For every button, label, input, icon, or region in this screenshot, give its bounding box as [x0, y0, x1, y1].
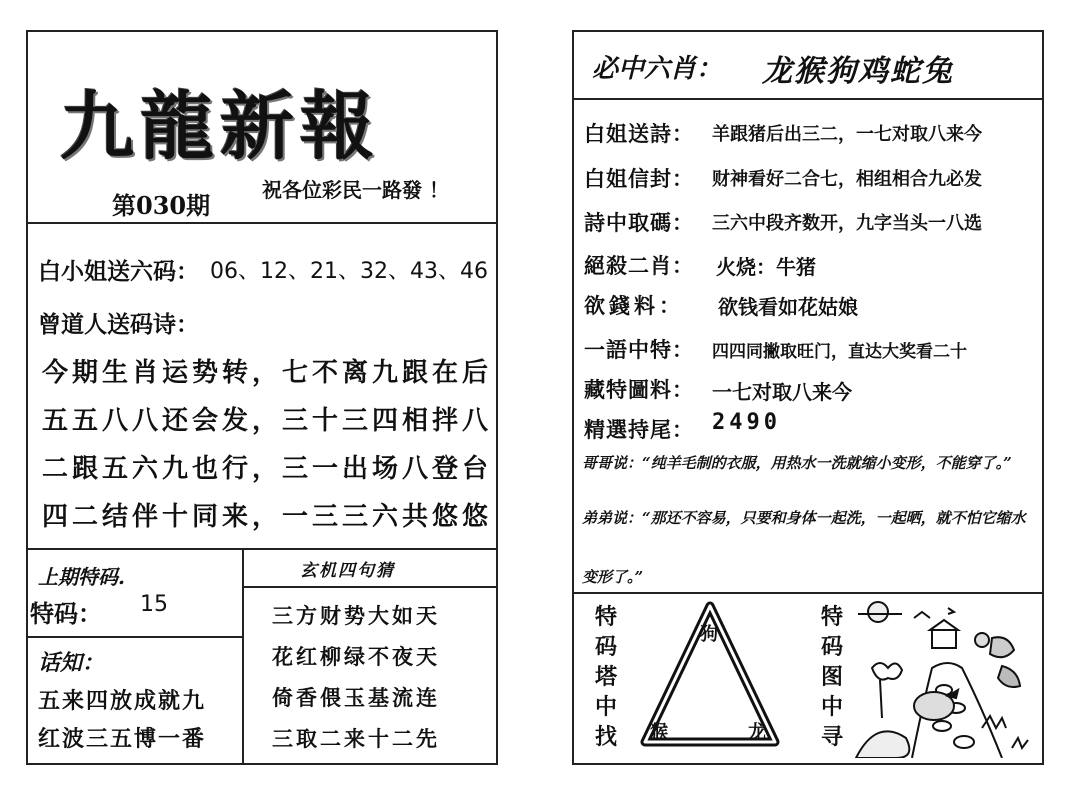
- greeting-text: 祝各位彩民一路發 ！: [262, 178, 449, 202]
- riddle-line: 三取二来十二先: [272, 726, 440, 751]
- row-label: 一語中特：: [584, 337, 694, 362]
- masthead-title: 九龍新報: [60, 84, 380, 170]
- six-zodiac-value: 龙猴狗鸡蛇兔: [762, 54, 954, 89]
- row-label: 欲錢料：: [584, 293, 684, 318]
- tower-top-zodiac: 狗: [700, 624, 718, 645]
- row-value: 羊跟猪后出三二，一七对取八来今: [712, 124, 982, 145]
- riddle-line: 倚香偎玉基流连: [272, 685, 440, 710]
- poem-line: 五五八八还会发，三十三四相拌八: [42, 406, 493, 436]
- riddle-illustration: [852, 598, 1036, 758]
- poem-bottom-divider: [28, 548, 498, 550]
- riddle-title-divider: [242, 586, 498, 588]
- tower-left-zodiac: 猴: [650, 722, 668, 743]
- special-code-label: 特码：: [30, 599, 102, 628]
- brother-dialogue: 哥哥说：“纯羊毛制的衣服，用热水一洗就缩小变形，不能穿了。”: [582, 454, 1012, 472]
- six-zodiac-label: 必中六肖：: [592, 54, 723, 84]
- zodiac-divider: [574, 98, 1044, 100]
- row-value: 三六中段齐数开，九字当头一八选: [712, 213, 982, 234]
- row-value: 财神看好二合七，相组相合九必发: [712, 169, 982, 190]
- row-label: 白姐信封：: [584, 166, 694, 191]
- six-codes-value: 06、12、21、32、43、46: [210, 259, 488, 284]
- riddle-line: 花红柳绿不夜天: [272, 644, 440, 669]
- row-label: 精選持尾：: [584, 417, 694, 442]
- row-value: 一七对取八来今: [712, 380, 852, 404]
- saying-line: 红波三五博一番: [38, 726, 207, 752]
- riddle-title: 玄机四句猜: [300, 561, 395, 581]
- row-label: 詩中取碼：: [584, 210, 694, 235]
- bottom-section-divider: [574, 592, 1044, 594]
- row-label: 白姐送詩：: [584, 121, 694, 146]
- row-label: 絕殺二肖：: [584, 253, 694, 278]
- six-codes-label: 白小姐送六码：: [38, 258, 199, 285]
- poem-line: 二跟五六九也行，三一出场八登台: [42, 454, 493, 484]
- row-value: 火烧：牛猪: [716, 255, 816, 279]
- saying-label: 话知：: [38, 650, 105, 676]
- riddle-line: 三方财势大如天: [272, 603, 440, 628]
- tower-right-zodiac: 龙: [748, 722, 766, 743]
- bottom-column-divider: [242, 548, 244, 765]
- special-code-value: 15: [140, 592, 168, 617]
- masthead-divider: [28, 222, 498, 224]
- row-value: 2490: [712, 410, 781, 435]
- poem-line: 今期生肖运势转，七不离九跟在后: [42, 358, 493, 388]
- last-code-label: 上期特码.: [38, 565, 125, 589]
- poem-title: 曾道人送码诗：: [38, 311, 199, 338]
- row-label: 藏特圖料：: [584, 377, 694, 402]
- younger-dialogue-line: 变形了。”: [582, 568, 644, 586]
- issue-number: 第030期: [112, 191, 211, 220]
- row-value: 欲钱看如花姑娘: [718, 295, 858, 319]
- poem-line: 四二结伴十同来，一三三六共悠悠: [42, 502, 493, 532]
- picture-label: 特码图中寻: [820, 604, 843, 750]
- saying-line: 五来四放成就九: [38, 688, 207, 714]
- special-code-divider: [28, 636, 242, 638]
- younger-dialogue-line: 弟弟说：“那还不容易，只要和身体一起洗，一起晒，就不怕它缩水: [582, 509, 1026, 527]
- row-value: 四四同撇取旺门，直达大奖看二十: [712, 342, 967, 362]
- tower-label: 特码塔中找: [594, 604, 617, 750]
